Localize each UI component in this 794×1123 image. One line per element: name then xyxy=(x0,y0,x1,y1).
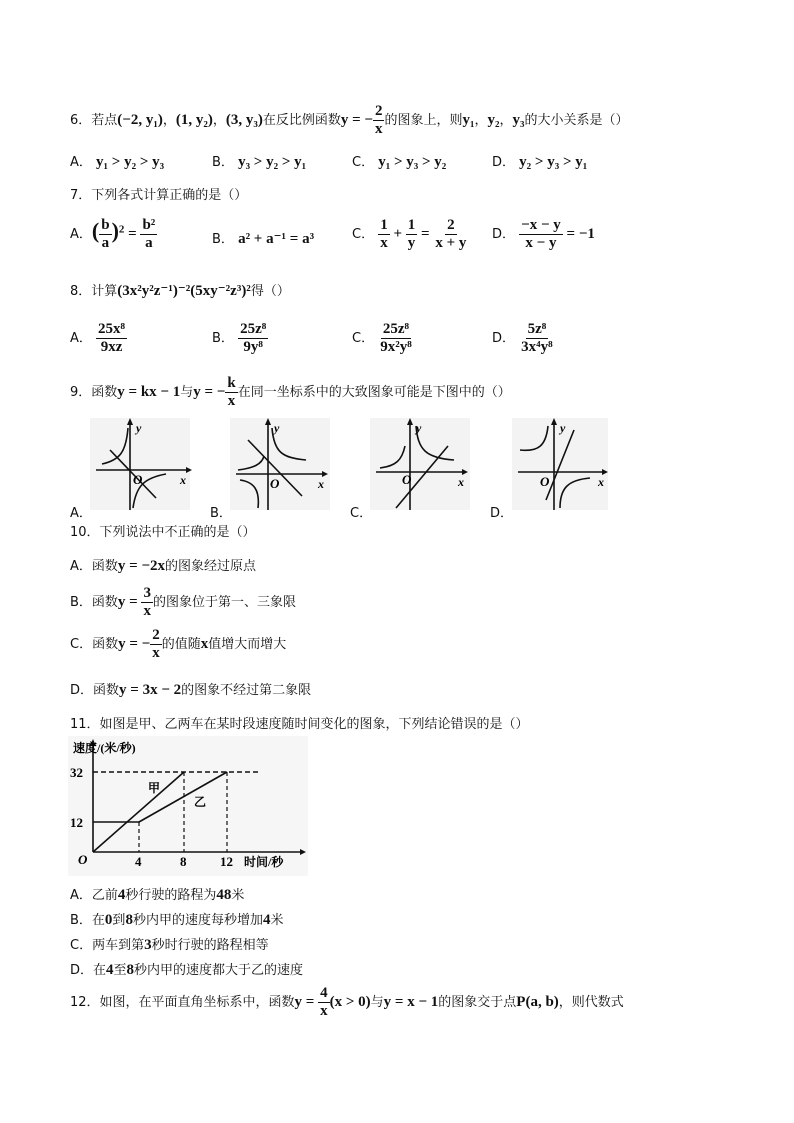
q9-graph-a-svg xyxy=(70,416,195,516)
q8-stem: 8．计算(3x²y²z⁻¹)⁻²(5xy⁻²z³)²得（） xyxy=(70,283,290,299)
q11-option-a[interactable]: A．乙前4秒行驶的路程为48米 xyxy=(70,887,245,903)
q9-stem: 9．函数y = kx − 1与y = − $\frac{k}{x}$ 在同一坐标系中的大致图象可能是下图中的（） xyxy=(70,375,511,409)
q6-stem: 6．若点(−2, y₁)，(1, y₂)，(3, y₃)在反比例函数y = − $\frac{2}{x}$ 的图象上，则y₁，y₂，y₃的大小关系是（） xyxy=(70,103,629,137)
q10-option-d[interactable]: D．函数y = 3x − 2的图象不经过第二象限 xyxy=(70,682,312,698)
q7-stem: 7．下列各式计算正确的是（） xyxy=(70,188,248,203)
q11-xtick-8: 8 xyxy=(180,854,187,869)
q9-c-key: C． xyxy=(350,506,373,521)
q9-c-x-label: x xyxy=(458,475,464,489)
q9-a-origin: O xyxy=(133,472,143,487)
q7-option-a[interactable]: A．( $\frac{b}{a}$ )$^2$ = $\frac{\text{b²}}{a}$ xyxy=(70,217,156,251)
q11-origin: O xyxy=(78,852,88,867)
q10-option-c[interactable]: C．函数y = − $\frac{2}{x}$ 的值随x值增大而增大 xyxy=(70,627,287,661)
q9-b-origin: O xyxy=(270,476,280,491)
q9-c-y-label: y xyxy=(416,421,422,435)
q11-ylabel: 速度/(米/秒) xyxy=(73,741,136,755)
q7-option-d[interactable]: D． $\frac{-x - y}{x - y}$ = −1 xyxy=(492,217,595,251)
q9-a-x-label: x xyxy=(180,473,186,487)
q10-stem: 10．下列说法中不正确的是（） xyxy=(70,525,256,540)
q9-d-origin: O xyxy=(540,474,550,489)
q7-option-b[interactable]: B． a² + a⁻¹ = a³ xyxy=(212,231,315,247)
q12-stem: 12．如图，在平面直角坐标系中，函数y = $\frac{4}{x}$ (x > 0)与y = x − 1的图象交于点P(a, b)，则代数式 xyxy=(70,985,624,1019)
q9-graph-c-svg xyxy=(350,416,475,516)
q11-xlabel: 时间/秒 xyxy=(244,855,284,869)
q10-option-b[interactable]: B．函数y = $\frac{3}{x}$ 的图象位于第一、三象限 xyxy=(70,585,296,619)
q8-option-d[interactable]: D． $\frac{\text{5z⁸}}{\text{3x⁴y⁸}}$ xyxy=(492,321,553,355)
q9-b-key: B． xyxy=(210,506,232,521)
q11-option-c[interactable]: C．两车到第3秒时行驶的路程相等 xyxy=(70,937,269,953)
q9-graph-b-svg xyxy=(210,416,335,516)
q9-graph-b[interactable] xyxy=(210,416,335,520)
q11-label-jia: 甲 xyxy=(148,781,161,795)
q11-option-b[interactable]: B．在0到8秒内甲的速度每秒增加4米 xyxy=(70,912,284,928)
q11-option-d[interactable]: D．在4至8秒内甲的速度都大于乙的速度 xyxy=(70,962,304,978)
q6-option-d[interactable]: D． y₂ > y₃ > y₁ xyxy=(492,154,588,170)
q9-graph-c[interactable] xyxy=(350,416,475,520)
q8-option-b[interactable]: B． $\frac{\text{25z⁸}}{\text{9y⁸}}$ xyxy=(212,321,267,355)
q6-option-b[interactable]: B． y₃ > y₂ > y₁ xyxy=(212,154,307,170)
q11-ytick-32: 32 xyxy=(70,765,83,780)
q11-chart xyxy=(68,736,308,876)
q9-d-y-label: y xyxy=(560,421,566,435)
q9-d-x-label: x xyxy=(598,475,604,489)
q9-graph-d[interactable] xyxy=(490,416,615,520)
q9-a-y-label: y xyxy=(136,421,142,435)
q9-graph-d-svg xyxy=(490,416,615,516)
q10-option-a[interactable]: A．函数y = −2x的图象经过原点 xyxy=(70,558,257,574)
q11-stem: 11．如图是甲、乙两车在某时段速度随时间变化的图象，下列结论错误的是（） xyxy=(70,717,529,732)
q9-a-key: A． xyxy=(70,506,92,521)
q9-graph-a[interactable] xyxy=(70,416,195,520)
q9-b-x-label: x xyxy=(318,477,324,491)
q9-c-origin: O xyxy=(402,472,412,487)
q11-xtick-12: 12 xyxy=(220,854,233,869)
q9-b-y-label: y xyxy=(274,421,280,435)
q8-option-a[interactable]: A． $\frac{\text{25x⁸}}{9xz}$ xyxy=(70,321,126,355)
q11-chart-svg xyxy=(68,736,308,876)
q6-option-c[interactable]: C． y₁ > y₃ > y₂ xyxy=(352,154,447,170)
q6-option-a[interactable]: A． y₁ > y₂ > y₃ xyxy=(70,154,165,170)
q7-option-c[interactable]: C． $\frac{1}{x}$ + $\frac{1}{y}$ = $\frac{2}{x + y}$ xyxy=(352,217,467,251)
q11-label-yi: 乙 xyxy=(194,795,207,809)
q11-ytick-12: 12 xyxy=(70,815,83,830)
q9-d-key: D． xyxy=(490,506,514,521)
q11-xtick-4: 4 xyxy=(135,854,142,869)
q8-option-c[interactable]: C． $\frac{\text{25z⁸}}{\text{9x²y⁸}}$ xyxy=(352,321,412,355)
